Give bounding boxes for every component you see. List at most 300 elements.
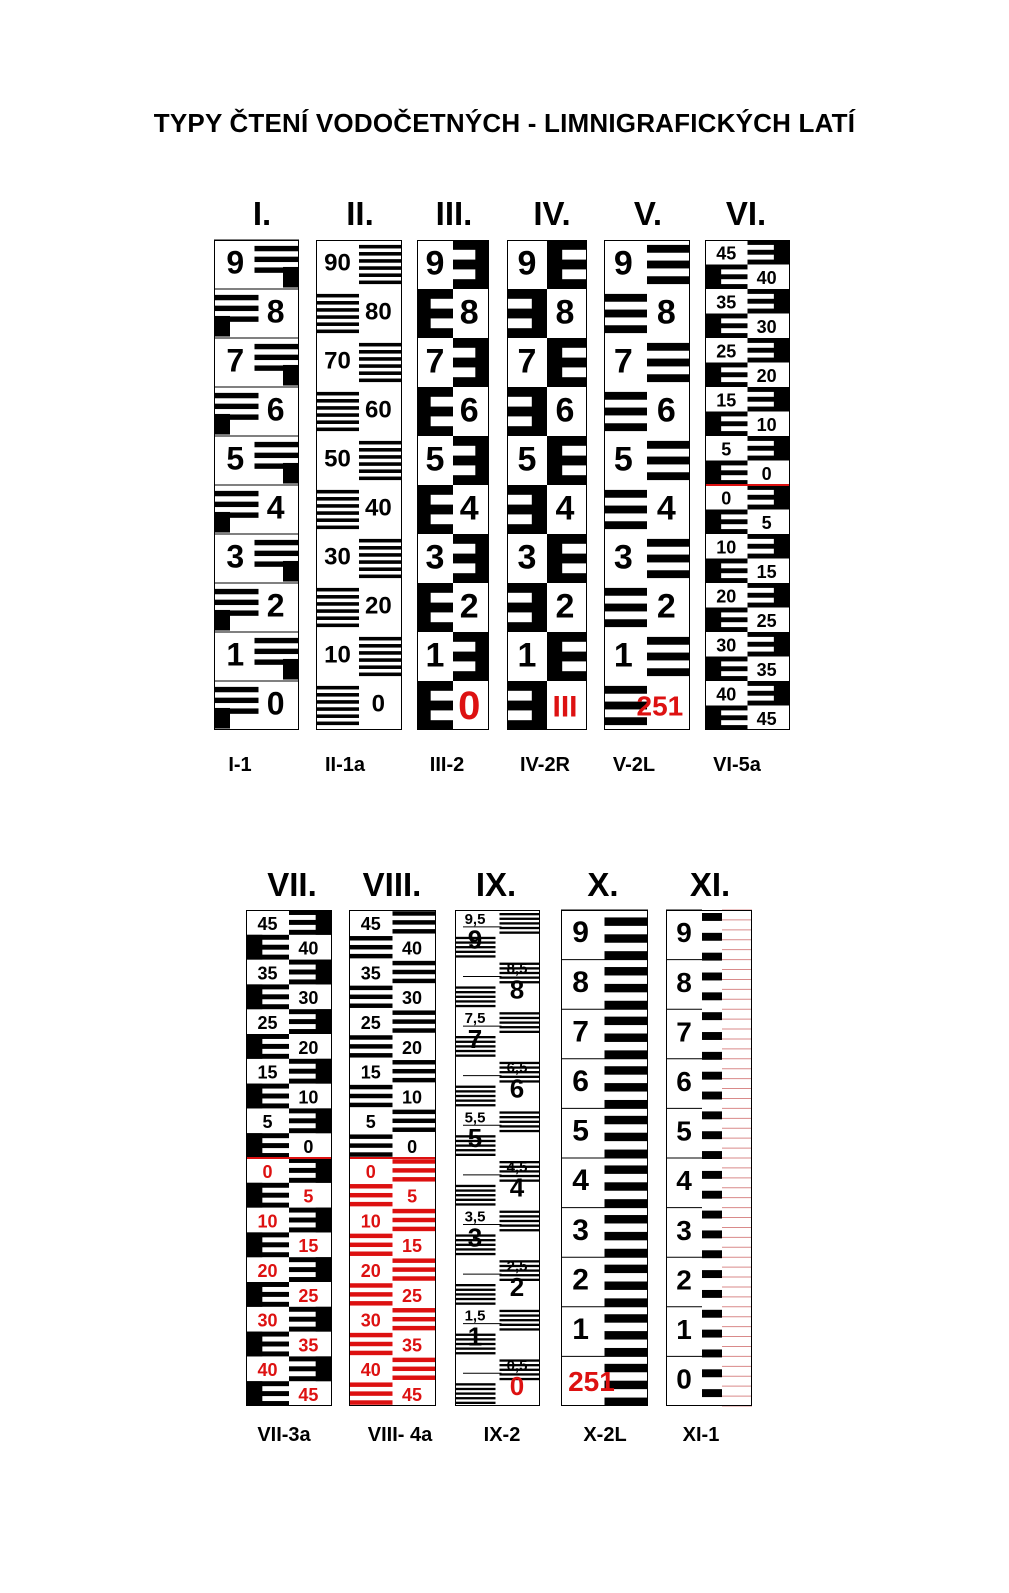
e-mark-tooth — [246, 1084, 289, 1089]
gauge-label: 4 — [555, 489, 575, 528]
e-mark-tooth — [417, 407, 453, 417]
e-mark-tooth — [748, 260, 791, 265]
stripe-mark — [393, 1177, 437, 1181]
e-mark-tooth — [547, 358, 587, 368]
e-mark-tooth — [748, 436, 791, 441]
stripe-mark — [316, 392, 359, 396]
gauge-label: 20 — [298, 1037, 319, 1058]
gauge-label: 0 — [676, 1363, 692, 1395]
stripe-mark — [255, 551, 300, 556]
e-mark-tooth — [748, 348, 791, 353]
e-mark-tooth — [246, 1183, 289, 1188]
gauge-label: 5 — [226, 440, 245, 477]
e-mark-tooth — [748, 593, 791, 598]
e-mark-tooth — [289, 970, 332, 975]
gauge-code: X-2L — [583, 1424, 627, 1446]
stripe-mark — [316, 602, 359, 606]
e-mark-tooth — [289, 920, 332, 925]
gauge-label: 9 — [676, 917, 692, 949]
gauge-I-1 — [214, 240, 299, 730]
stripe-mark — [605, 1116, 649, 1124]
gauge-label: 1 — [467, 1321, 483, 1352]
e-mark-tooth — [246, 1342, 289, 1347]
stripe-mark — [393, 970, 437, 974]
stripe-mark — [255, 246, 300, 251]
stripe-mark — [393, 1375, 437, 1379]
stripe-mark — [455, 1054, 496, 1056]
gauge-label: 3 — [676, 1214, 692, 1246]
gauge-label: 0 — [262, 1161, 273, 1182]
centimetre-tick — [702, 1092, 722, 1100]
e-mark-tooth — [246, 994, 289, 999]
gauge-label: 5 — [425, 440, 445, 479]
gauge-code: II-1a — [324, 754, 366, 776]
gauge-numeral: IV. — [533, 195, 571, 232]
e-mark-tooth — [453, 671, 489, 681]
stripe-mark — [455, 1199, 496, 1201]
gauge-label: 7 — [613, 342, 633, 381]
stripe-mark — [605, 1165, 649, 1173]
stripe-mark — [605, 967, 649, 975]
gauge-code: VIII- 4a — [367, 1424, 433, 1446]
stripe-mark — [604, 521, 647, 529]
stripe-mark — [647, 276, 690, 284]
stripe-mark — [349, 1202, 393, 1206]
gauge-label: 2 — [676, 1264, 692, 1296]
gauge-label: 8 — [266, 293, 285, 330]
e-mark-tooth — [453, 632, 489, 642]
e-mark-tooth — [705, 657, 748, 662]
e-mark-tooth — [289, 1267, 332, 1272]
e-mark-tooth — [289, 1356, 332, 1361]
gauge-label: 9 — [425, 244, 445, 283]
stripe-mark — [359, 469, 402, 473]
centimetre-tick — [702, 1151, 722, 1159]
stripe-mark — [255, 540, 300, 545]
gauge-code: VII-3a — [257, 1424, 311, 1446]
stripe-mark — [605, 1298, 649, 1306]
e-mark-tooth — [705, 421, 748, 426]
stripe-mark — [500, 1310, 541, 1312]
gauge-numeral: I. — [252, 195, 272, 232]
stripe-mark — [393, 1326, 437, 1330]
e-mark-tooth — [246, 1054, 289, 1059]
stripe-mark — [500, 1012, 541, 1014]
stripe-mark — [316, 322, 359, 326]
stripe-mark — [393, 1218, 437, 1222]
e-mark-tooth — [507, 603, 547, 613]
stripe-mark — [393, 1159, 437, 1163]
e-mark-tooth — [453, 652, 489, 662]
stripe-mark — [604, 325, 647, 333]
stripe-mark — [647, 245, 690, 253]
e-mark-tooth — [705, 333, 748, 338]
e-mark-tooth — [547, 279, 587, 289]
half-label: 4,5 — [506, 1158, 528, 1176]
stripe-mark — [605, 1282, 649, 1290]
gauge-code: XI-1 — [682, 1424, 720, 1446]
stripe-mark — [604, 392, 647, 400]
centimetre-tick — [702, 1349, 722, 1357]
e-mark-tooth — [507, 407, 547, 417]
half-label: 1,5 — [464, 1307, 486, 1325]
stripe-mark — [359, 575, 402, 579]
gauge-III-2 — [417, 240, 489, 730]
stripe-mark — [359, 665, 402, 669]
stripe-mark — [393, 1267, 437, 1271]
e-mark-tooth — [507, 289, 547, 299]
gauge-label: 2 — [555, 587, 575, 626]
e-mark-tooth — [748, 681, 791, 686]
stripe-mark — [316, 294, 359, 298]
stripe-mark — [316, 504, 359, 508]
stripe-mark — [604, 490, 647, 498]
centimetre-tick — [702, 1270, 722, 1278]
stripe-mark — [500, 1319, 541, 1321]
gauge-label: 8 — [676, 966, 692, 998]
stripe-mark — [500, 1111, 541, 1113]
gauge-label: 40 — [756, 268, 777, 289]
e-mark-tooth — [246, 1004, 289, 1009]
half-label: 3,5 — [464, 1208, 486, 1226]
e-mark-tooth — [507, 387, 547, 397]
stripe-mark — [393, 1276, 437, 1280]
stripe-mark — [349, 1400, 393, 1404]
gauge-label: 5 — [613, 440, 633, 479]
stripe-mark — [500, 1125, 541, 1127]
centimetre-block — [214, 512, 230, 533]
gauge-label: 30 — [716, 635, 737, 656]
gauge-X-2L — [561, 910, 648, 1406]
e-mark-tooth — [748, 554, 791, 559]
stripe-mark — [455, 1383, 496, 1385]
e-mark-tooth — [417, 485, 453, 495]
e-mark-tooth — [705, 706, 748, 711]
stripe-mark — [255, 355, 300, 360]
gauge-label: 20 — [257, 1261, 278, 1282]
stripe-mark — [255, 257, 300, 262]
e-mark-tooth — [289, 1218, 332, 1223]
centimetre-tick — [702, 1230, 722, 1238]
stripe-mark — [359, 637, 402, 641]
stripe-mark — [214, 295, 259, 300]
stripe-mark — [349, 1094, 393, 1098]
e-mark-tooth — [417, 622, 453, 632]
gauge-label: 45 — [756, 709, 777, 730]
gauge-label: 35 — [402, 1335, 423, 1356]
e-mark-tooth — [705, 529, 748, 534]
stripe-mark — [455, 991, 496, 993]
half-label: 8,5 — [506, 960, 528, 978]
stripe-mark — [316, 714, 359, 718]
gauge-numeral: VII. — [267, 866, 317, 903]
e-mark-tooth — [246, 1143, 289, 1148]
e-mark-tooth — [507, 426, 547, 436]
stripe-mark — [500, 922, 541, 924]
e-mark-tooth — [547, 632, 587, 642]
e-mark-tooth — [289, 1277, 332, 1282]
stripe-mark — [393, 1078, 437, 1082]
e-mark-tooth — [547, 554, 587, 564]
stripe-mark — [316, 301, 359, 305]
e-mark-tooth — [705, 608, 748, 613]
e-mark-tooth — [246, 935, 289, 940]
e-mark-tooth — [507, 309, 547, 319]
e-mark-tooth — [547, 475, 587, 485]
stripe-mark — [500, 927, 541, 929]
gauge-label: 60 — [364, 396, 392, 424]
gauge-label: 3 — [517, 538, 537, 577]
stripe-mark — [500, 931, 541, 933]
stripe-mark — [359, 281, 402, 285]
gauge-label: 7 — [572, 1015, 589, 1049]
gauge-label: 5 — [303, 1186, 314, 1207]
centimetre-tick — [702, 1111, 722, 1119]
e-mark-tooth — [705, 461, 748, 466]
stripe-mark — [455, 1099, 496, 1101]
stripe-mark — [393, 920, 437, 924]
stripe-mark — [604, 506, 647, 514]
e-mark-tooth — [246, 1351, 289, 1356]
e-mark-tooth — [507, 720, 547, 730]
gauge-label: 1 — [676, 1314, 692, 1346]
stripe-mark — [316, 722, 359, 726]
half-label: 5,5 — [464, 1109, 486, 1127]
e-mark-tooth — [453, 338, 489, 348]
stripe-mark — [359, 357, 402, 361]
stripe-mark — [349, 1283, 393, 1287]
gauge-label: 8 — [555, 293, 575, 332]
e-mark-tooth — [547, 671, 587, 681]
stripe-mark — [455, 1289, 496, 1291]
centimetre-tick — [702, 1052, 722, 1060]
stripe-mark — [393, 1028, 437, 1032]
gauge-label: 20 — [716, 586, 737, 607]
e-mark-tooth — [705, 559, 748, 564]
stripe-mark — [316, 518, 359, 522]
stripe-mark — [349, 1003, 393, 1007]
e-mark-tooth — [705, 323, 748, 328]
gauge-label: 10 — [324, 641, 351, 669]
stripe-mark — [455, 1284, 496, 1286]
stripe-mark — [214, 393, 259, 398]
e-mark-tooth — [705, 519, 748, 524]
stripe-mark — [316, 420, 359, 424]
gauge-label: 4 — [266, 489, 285, 526]
gauge-label: 20 — [364, 592, 392, 620]
stripe-mark — [605, 1314, 649, 1322]
e-mark-tooth — [748, 701, 791, 706]
stripe-mark — [393, 1317, 437, 1321]
stripe-mark — [605, 1215, 649, 1223]
e-mark-tooth — [547, 436, 587, 446]
e-mark-tooth — [507, 681, 547, 691]
gauge-label: 15 — [360, 1062, 381, 1083]
gauge-label: 5 — [262, 1112, 273, 1133]
stripe-mark — [316, 399, 359, 403]
stripe-mark — [316, 497, 359, 501]
stripe-mark — [455, 1095, 496, 1097]
gauge-label: 6 — [555, 391, 575, 430]
gauge-label: 0 — [721, 488, 732, 509]
e-mark-tooth — [748, 358, 791, 363]
e-mark-tooth — [705, 617, 748, 622]
e-mark-tooth — [289, 1029, 332, 1034]
gauge-numeral: XI. — [689, 866, 731, 903]
gauge-label: 7 — [425, 342, 445, 381]
e-mark-tooth — [453, 475, 489, 485]
stripe-mark — [455, 996, 496, 998]
stripe-mark — [604, 423, 647, 431]
gauge-label: 6 — [572, 1065, 589, 1099]
stripe-mark — [455, 1185, 496, 1187]
stripe-mark — [455, 1253, 496, 1255]
e-mark-tooth — [453, 456, 489, 466]
gauge-label: 6 — [266, 391, 285, 428]
e-mark-tooth — [507, 583, 547, 593]
stripe-mark — [500, 1215, 541, 1217]
e-mark-tooth — [289, 1178, 332, 1183]
e-mark-tooth — [705, 363, 748, 368]
stripe-mark — [316, 588, 359, 592]
gauge-VII-3a — [246, 910, 332, 1406]
stripe-mark — [500, 1314, 541, 1316]
stripe-mark — [605, 1331, 649, 1339]
gauge-label: 0 — [509, 1371, 525, 1402]
e-mark-tooth — [748, 456, 791, 461]
e-mark-tooth — [246, 1133, 289, 1138]
stripe-mark — [359, 658, 402, 662]
gauge-label: 15 — [257, 1062, 278, 1083]
stripe-mark — [455, 1090, 496, 1092]
half-label: 6,5 — [506, 1059, 528, 1077]
gauge-label: 45 — [716, 243, 737, 264]
gauge-label: 7 — [467, 1023, 483, 1054]
centimetre-tick — [702, 1032, 722, 1040]
centimetre-tick — [702, 1012, 722, 1020]
stripe-mark — [349, 1382, 393, 1386]
gauge-V-2L — [604, 240, 690, 730]
zero-red-label: 0 — [458, 684, 481, 729]
centimetre-block — [283, 463, 299, 484]
e-mark-tooth — [289, 1208, 332, 1213]
stripe-mark — [647, 441, 690, 449]
centimetre-block — [214, 316, 230, 337]
gauge-numeral: VIII. — [362, 866, 422, 903]
e-mark-tooth — [507, 485, 547, 495]
e-mark-tooth — [507, 622, 547, 632]
stripe-mark — [393, 1227, 437, 1231]
centimetre-tick — [702, 992, 722, 1000]
e-mark-tooth — [507, 505, 547, 515]
e-mark-tooth — [246, 955, 289, 960]
gauge-label: 30 — [360, 1310, 381, 1331]
stripe-mark — [500, 1021, 541, 1023]
e-mark-tooth — [417, 309, 453, 319]
gauge-label: 5 — [676, 1115, 692, 1147]
centimetre-tick — [702, 973, 722, 981]
stripe-mark — [255, 442, 300, 447]
e-mark-tooth — [748, 534, 791, 539]
e-mark-tooth — [705, 666, 748, 671]
e-mark-tooth — [289, 1009, 332, 1014]
e-mark-tooth — [748, 495, 791, 500]
e-mark-tooth — [417, 603, 453, 613]
gauge-label: 5 — [572, 1114, 589, 1148]
stripe-mark — [455, 1397, 496, 1399]
stripe-mark — [605, 1398, 649, 1406]
e-mark-tooth — [417, 720, 453, 730]
gauge-label: 9 — [613, 244, 633, 283]
e-mark-tooth — [289, 930, 332, 935]
e-mark-tooth — [246, 984, 289, 989]
gauge-label: 5 — [407, 1186, 418, 1207]
stripe-mark — [393, 911, 437, 915]
stripe-mark — [349, 1134, 393, 1138]
stripe-mark — [393, 1119, 437, 1123]
centimetre-tick — [702, 1330, 722, 1338]
centimetre-block — [283, 365, 299, 386]
stripe-mark — [359, 266, 402, 270]
gauge-numeral: III. — [435, 195, 473, 232]
stripe-mark — [214, 600, 259, 605]
stripe-mark — [349, 1053, 393, 1057]
gauge-label: 2 — [572, 1263, 589, 1297]
e-mark-tooth — [289, 1019, 332, 1024]
centimetre-tick — [702, 953, 722, 961]
e-mark-tooth — [748, 603, 791, 608]
stripe-mark — [359, 252, 402, 256]
gauge-label: 35 — [716, 292, 737, 313]
gauge-label: 5 — [721, 439, 732, 460]
e-mark-tooth — [246, 1203, 289, 1208]
stripe-mark — [647, 555, 690, 563]
stripe-mark — [393, 1110, 437, 1114]
stripe-mark — [605, 1001, 649, 1009]
e-mark-tooth — [705, 568, 748, 573]
e-mark-tooth — [417, 583, 453, 593]
e-mark-tooth — [748, 583, 791, 588]
stripe-mark — [455, 1302, 496, 1304]
stripe-mark — [349, 945, 393, 949]
stripe-mark — [393, 961, 437, 965]
stripe-mark — [349, 936, 393, 940]
centimetre-tick — [702, 1072, 722, 1080]
red-roman-label: III — [552, 690, 578, 724]
gauge-label: 0 — [407, 1137, 418, 1158]
stripe-mark — [500, 1224, 541, 1226]
stripe-mark — [605, 1232, 649, 1240]
gauge-label: 9 — [467, 924, 483, 955]
gauge-label: 2 — [266, 587, 285, 624]
e-mark-tooth — [289, 1108, 332, 1113]
e-mark-tooth — [705, 412, 748, 417]
e-mark-tooth — [547, 377, 587, 387]
gauge-label: 4 — [676, 1165, 692, 1197]
e-mark-tooth — [547, 652, 587, 662]
gauge-label: 45 — [298, 1385, 319, 1406]
stripe-mark — [455, 1086, 496, 1088]
gauge-label: 45 — [402, 1385, 423, 1406]
e-mark-tooth — [748, 397, 791, 402]
stripe-mark — [349, 1292, 393, 1296]
e-mark-tooth — [547, 456, 587, 466]
e-mark-tooth — [289, 1317, 332, 1322]
stripe-mark — [255, 649, 300, 654]
stripe-mark — [605, 1034, 649, 1042]
stripe-mark — [500, 1324, 541, 1326]
gauge-label: 8 — [459, 293, 479, 332]
